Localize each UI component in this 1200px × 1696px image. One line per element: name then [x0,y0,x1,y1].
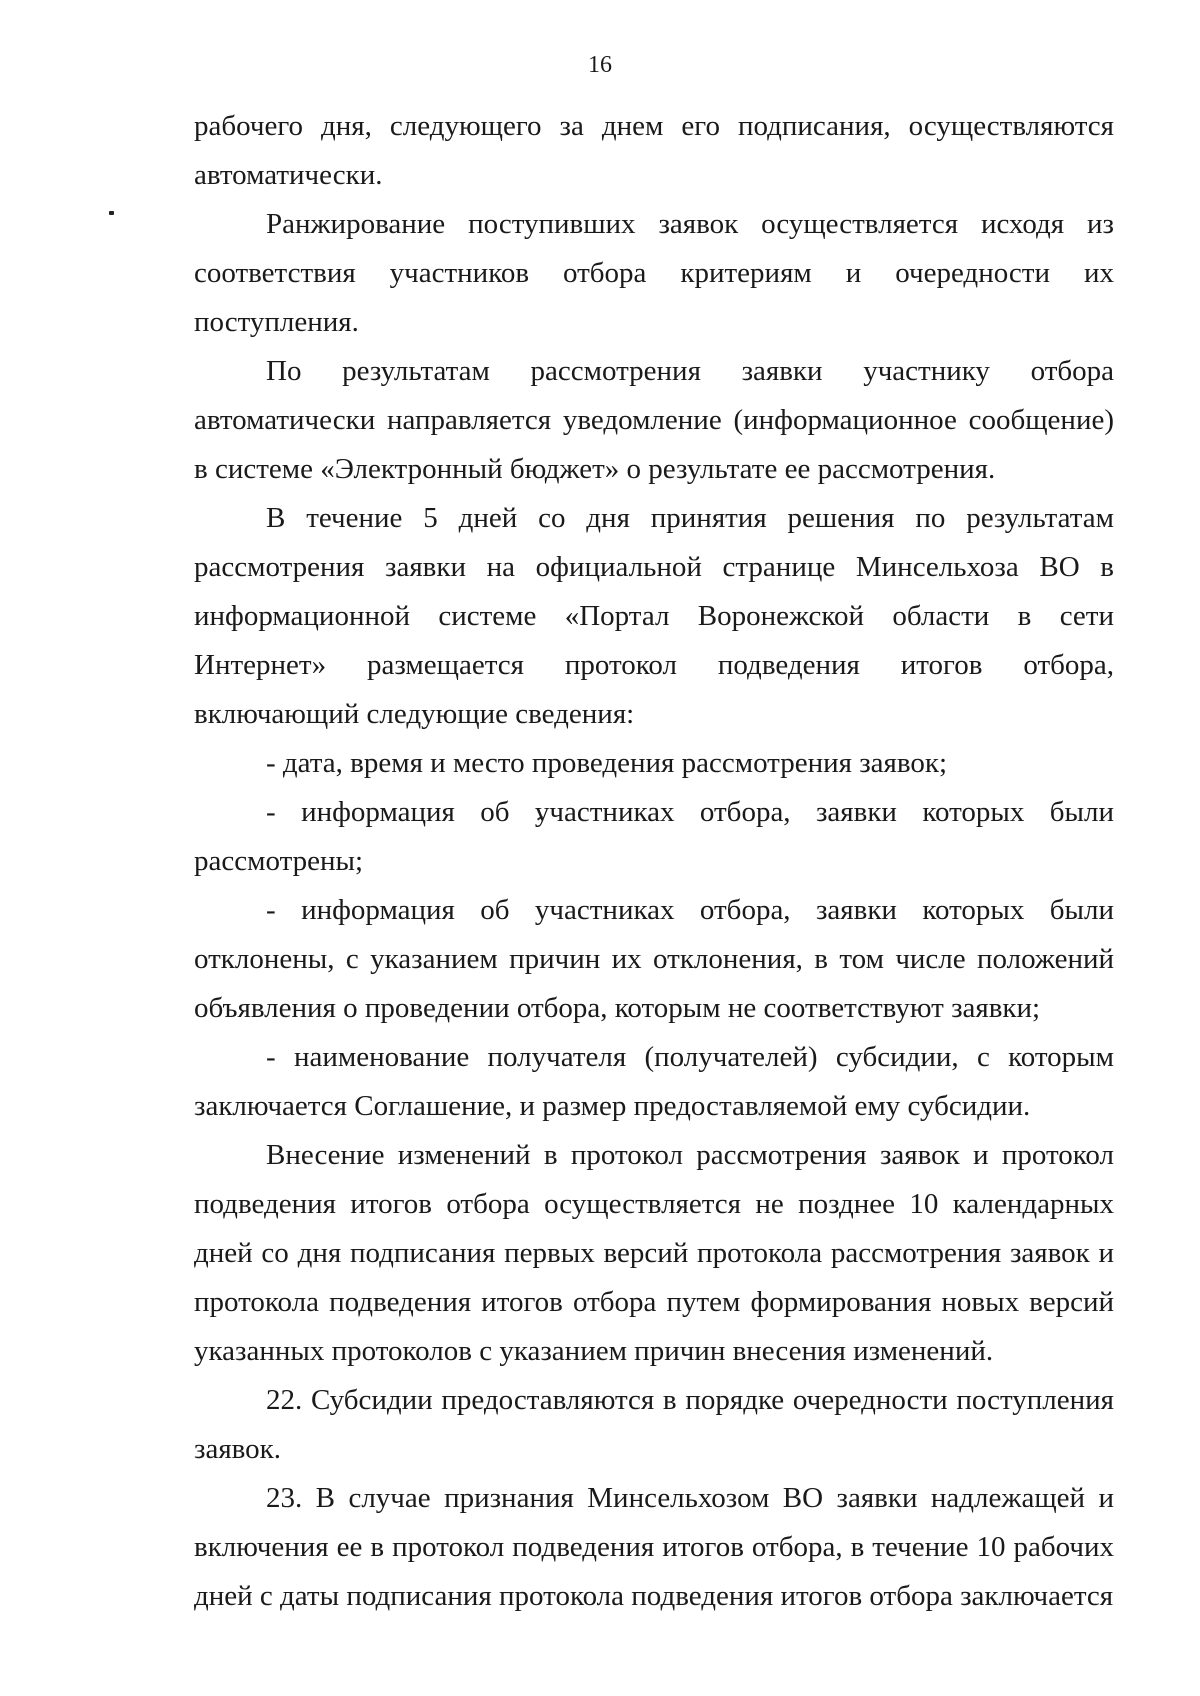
numbered-clause-23: 23. В случае признания Минсельхозом ВО заявки надлежащей и включения ее в протокол подведения итогов отбора, в течение 10 рабочих дней с даты подписания протокола подведения итогов отбора заключается [194,1482,1114,1612]
list-item: - информация об участниках отбора, заявки которых были отклонены, с указанием причин их отклонения, в том числе положений объявления о проведении отбора, которым не соответствуют заявки; [194,894,1114,1024]
list-item: - информация об участниках отбора, заявки которых были рассмотрены; [194,796,1114,877]
page-number: 16 [588,52,612,78]
scan-artifact-mark [109,211,114,215]
numbered-clause-22: 22. Субсидии предоставляются в порядке очередности поступления заявок. [194,1384,1114,1465]
paragraph: Внесение изменений в протокол рассмотрения заявок и протокол подведения итогов отбора осуществляется не позднее 10 календарных дней со дня подписания первых версий протокола рассмотрения заявок и протокола подведения итогов отбора путем формирования новых версий указанных протоколов с указанием причин внесения изменений. [194,1139,1114,1367]
document-body [194,102,1114,1621]
list-item: - наименование получателя (получателей) субсидии, с которым заключается Соглашение, и размер предоставляемой ему субсидии. [194,1041,1114,1122]
paragraph: рабочего дня, следующего за днем его подписания, осуществляются автоматически. [194,110,1114,191]
list-item: - дата, время и место проведения рассмотрения заявок; [266,747,948,779]
paragraph: Ранжирование поступивших заявок осуществляется исходя из соответствия участников отбора критериям и очередности их поступления. [194,208,1114,338]
paragraph: По результатам рассмотрения заявки участнику отбора автоматически направляется уведомление (информационное сообщение) в системе «Электронный бюджет» о результате ее рассмотрения. [194,355,1114,485]
paragraph: В течение 5 дней со дня принятия решения по результатам рассмотрения заявки на официальной странице Минсельхоза ВО в информационной системе «Портал Воронежской области в сети Интернет» размещается протокол подведения итогов отбора, включающий следующие сведения: [194,502,1114,730]
